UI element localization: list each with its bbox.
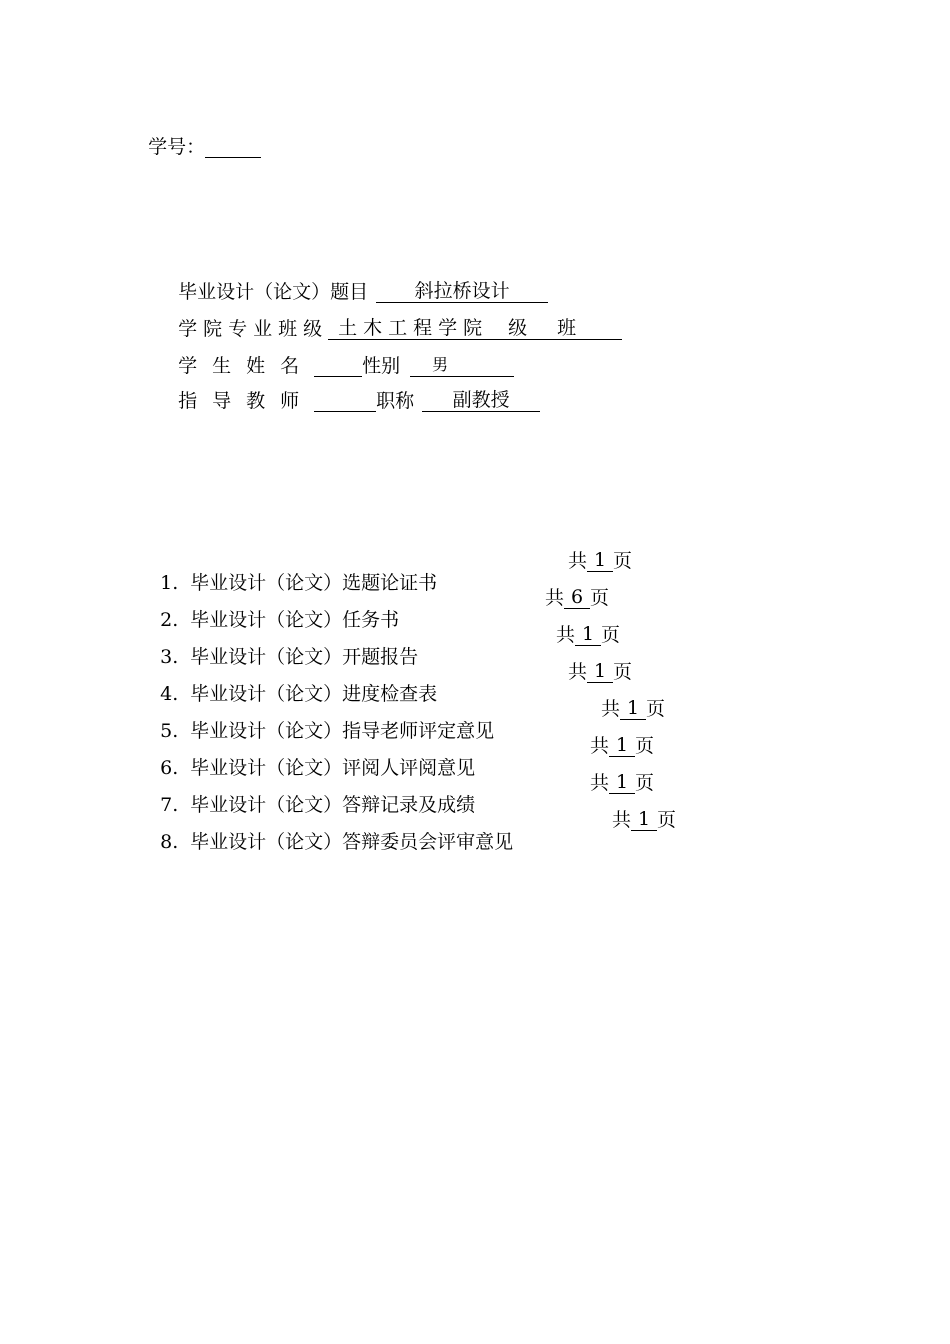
toc-item-page-count: [545, 587, 609, 609]
toc-prefix: 共: [556, 624, 576, 646]
toc-suffix: 页: [657, 809, 677, 831]
class-label: 班: [557, 317, 583, 339]
toc-item[interactable]: [136, 808, 677, 897]
toc-pages-value: 1: [631, 809, 657, 831]
toc-pages-value: 1: [587, 550, 613, 572]
toc-pages-value: 1: [609, 735, 635, 757]
toc-item-number: 3.: [160, 646, 179, 668]
toc-item-page-count: [601, 698, 665, 720]
toc-pages-value: 1: [575, 624, 601, 646]
toc-item-name: 毕业设计（论文）选题论证书: [190, 572, 438, 594]
toc-pages-value: 1: [620, 698, 646, 720]
student-id-label: 学号：: [148, 136, 206, 158]
toc-suffix: 页: [635, 772, 655, 794]
toc-pages-value: 1: [587, 661, 613, 683]
toc-pages-value: 1: [609, 772, 635, 794]
toc-prefix: 共: [612, 809, 632, 831]
toc-suffix: 页: [613, 661, 633, 683]
rank-value[interactable]: 副教授: [422, 390, 540, 412]
toc-prefix: 共: [590, 735, 610, 757]
toc-item-page-count: [568, 661, 632, 683]
toc-item-page-count: [568, 550, 632, 572]
grade-label: 级: [508, 317, 534, 339]
thesis-title-value[interactable]: 斜拉桥设计: [376, 281, 548, 303]
toc-item-page-count: [590, 772, 654, 794]
advisor-field[interactable]: [314, 390, 376, 412]
toc-item-number: 7.: [160, 794, 179, 816]
toc-item-number: 4.: [160, 683, 179, 705]
toc-prefix: 共: [545, 587, 565, 609]
student-id-line: [136, 114, 261, 158]
toc-item-number: 8.: [160, 831, 179, 853]
toc-prefix: 共: [568, 550, 588, 572]
gender-value: 男: [432, 355, 449, 374]
toc-prefix: 共: [601, 698, 621, 720]
toc-item-page-count: [612, 809, 676, 831]
toc-item-name: 毕业设计（论文）进度检查表: [190, 683, 438, 705]
toc-suffix: 页: [635, 735, 655, 757]
toc-item-number: 1.: [160, 572, 179, 594]
toc-item-number: 5.: [160, 720, 179, 742]
college-value: 土木工程学院: [338, 317, 489, 339]
toc-item-name: 毕业设计（论文）开题报告: [190, 646, 419, 668]
advisor-label: 指导教师: [178, 390, 315, 412]
toc-pages-value: 6: [564, 587, 590, 609]
toc-suffix: 页: [601, 624, 621, 646]
thesis-title-label: 毕业设计（论文）题目: [178, 281, 369, 303]
toc-item-name: 毕业设计（论文）答辩委员会评审意见: [190, 831, 514, 853]
rank-label: 职称: [376, 390, 415, 412]
toc-item-number: 6.: [160, 757, 179, 779]
toc-suffix: 页: [590, 587, 610, 609]
toc-item-number: 2.: [160, 609, 179, 631]
advisor-row: [166, 368, 540, 412]
toc-item-name: 毕业设计（论文）评阅人评阅意见: [190, 757, 476, 779]
toc-suffix: 页: [613, 550, 633, 572]
student-name-label: 学生姓名: [178, 355, 315, 377]
toc-item-name: 毕业设计（论文）任务书: [190, 609, 400, 631]
toc-suffix: 页: [646, 698, 666, 720]
student-id-field[interactable]: [205, 136, 261, 158]
toc-item-page-count: [556, 624, 620, 646]
college-label: 学院专业班级: [178, 318, 329, 340]
toc-prefix: 共: [568, 661, 588, 683]
gender-label: 性别: [362, 355, 401, 377]
toc-item-name: 毕业设计（论文）答辩记录及成绩: [190, 794, 476, 816]
toc-item-name: 毕业设计（论文）指导老师评定意见: [190, 720, 495, 742]
toc-item-page-count: [590, 735, 654, 757]
toc-prefix: 共: [590, 772, 610, 794]
